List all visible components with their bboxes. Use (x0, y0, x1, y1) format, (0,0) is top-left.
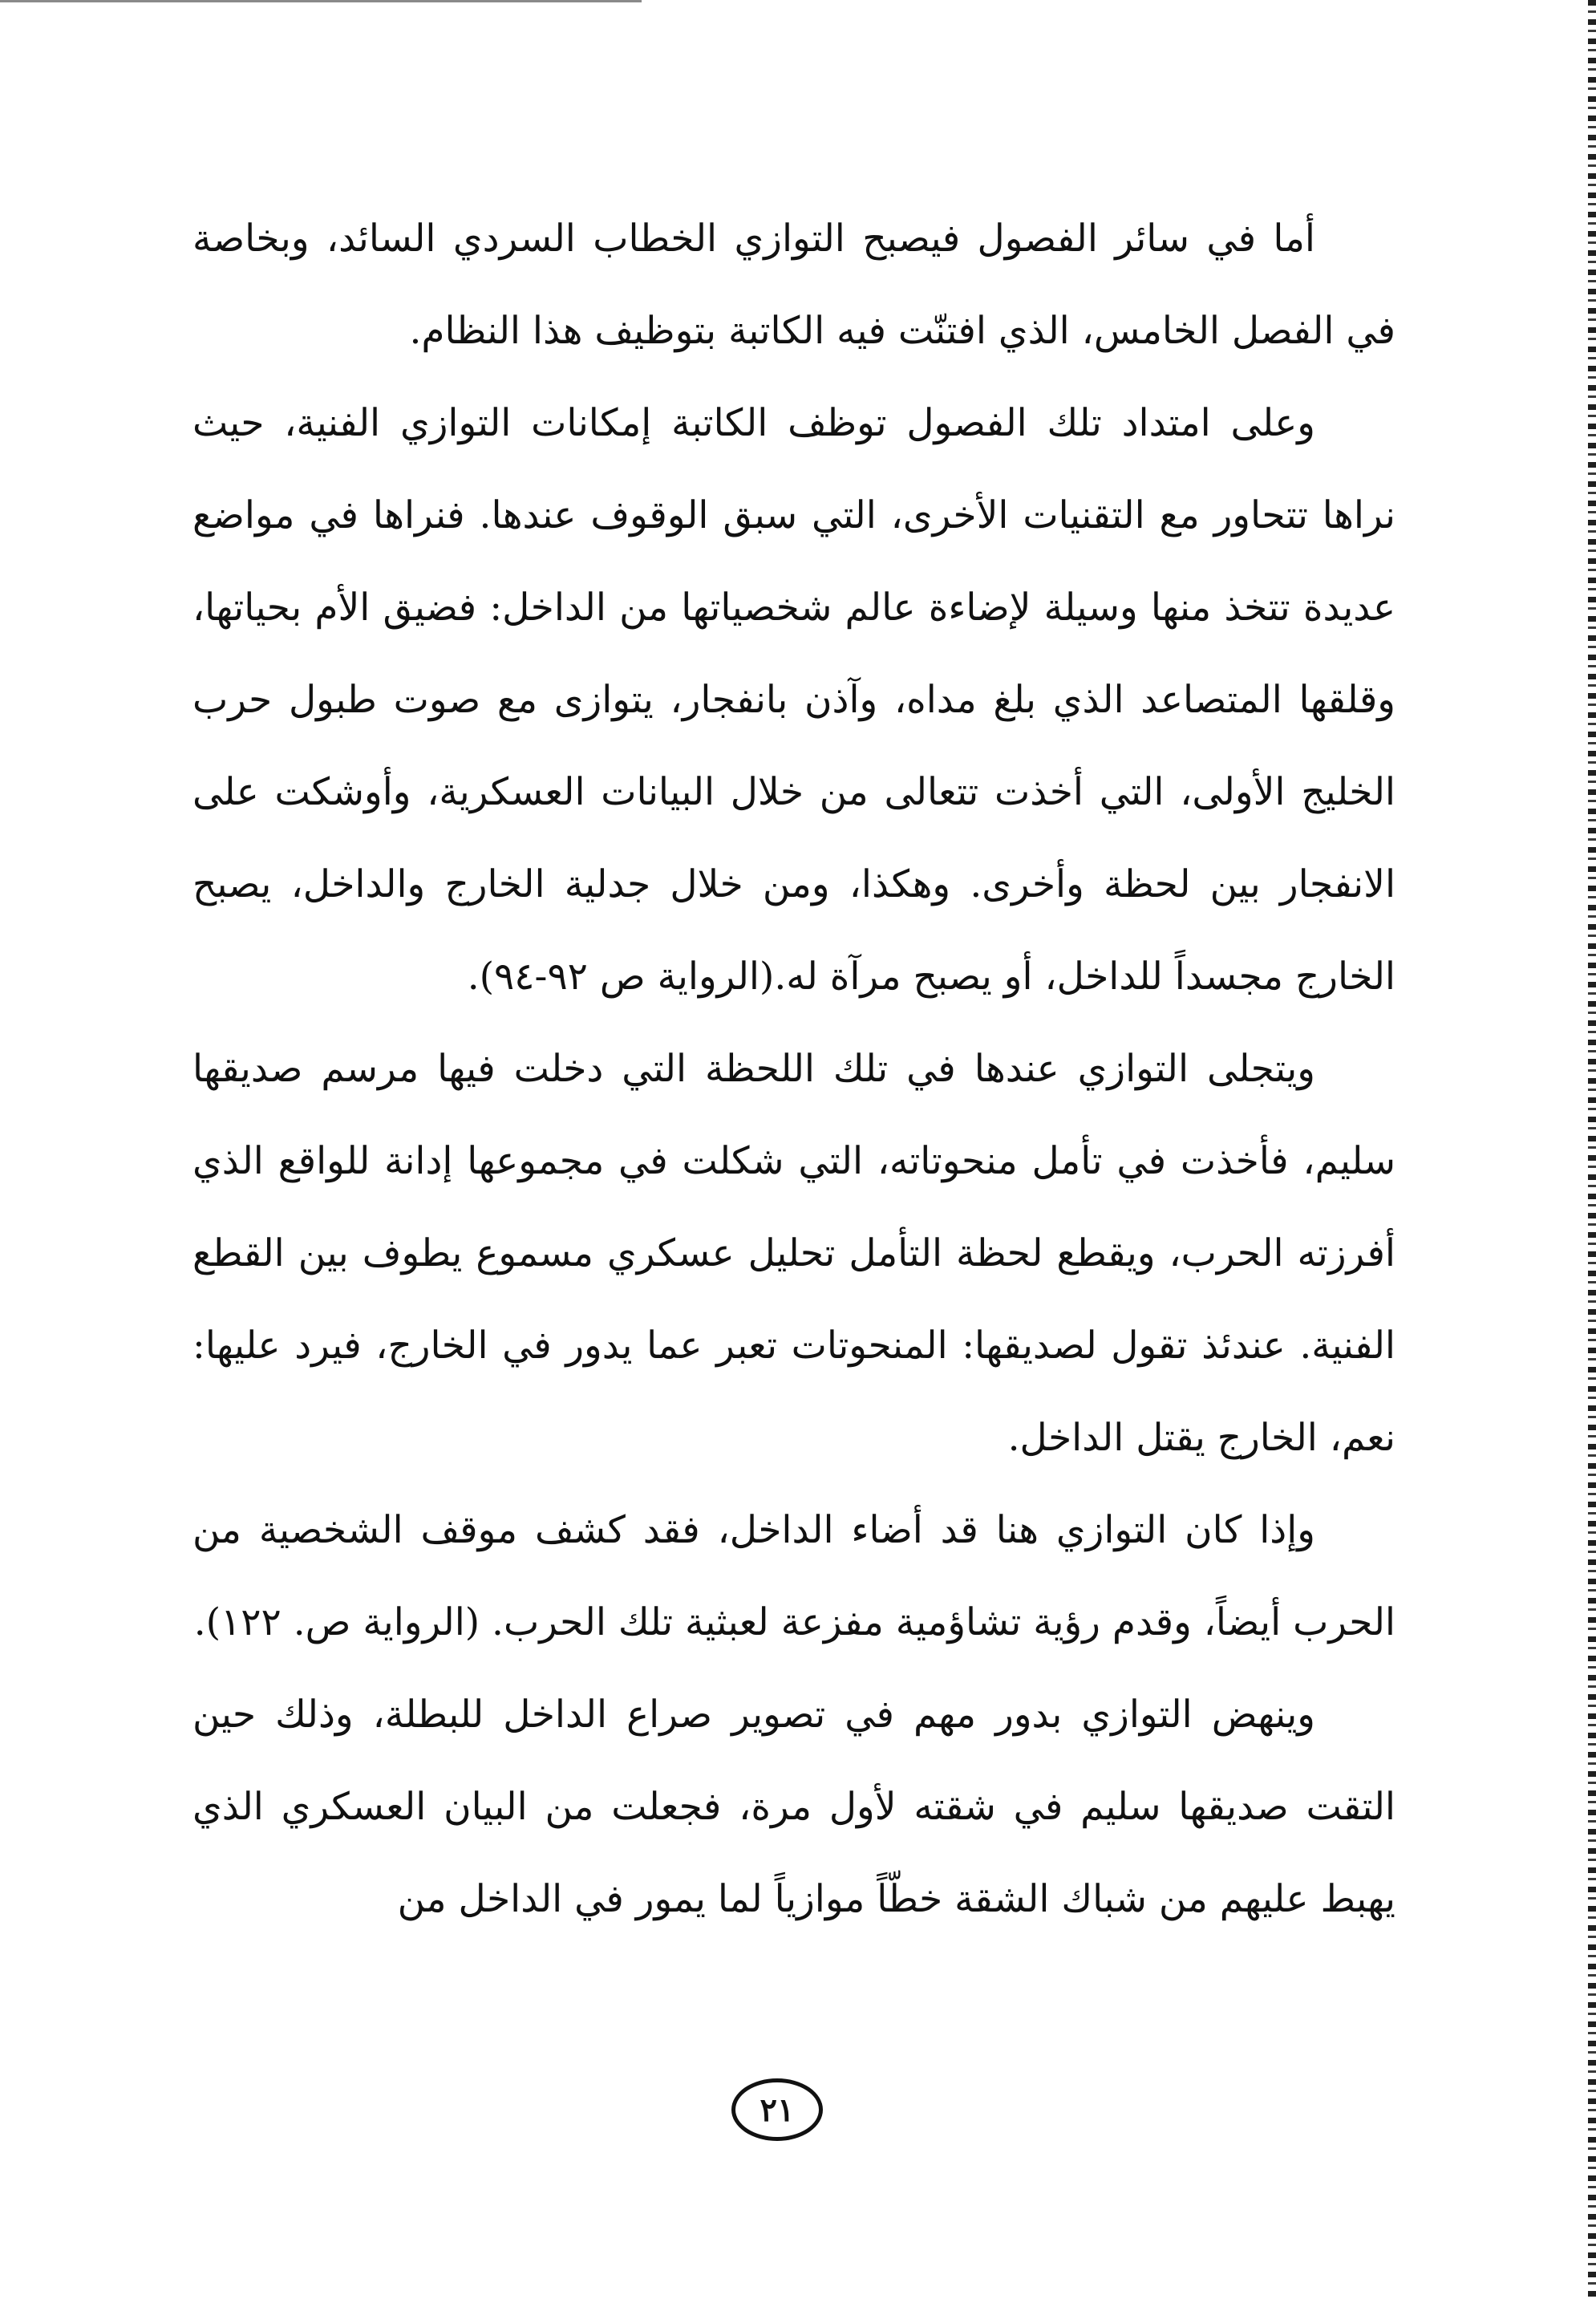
scan-edge-line (0, 0, 642, 2)
paragraph: ويتجلى التوازي عندها في تلك اللحظة التي دخلت فيها مرسم صديقها سليم، فأخذت في تأمل منحوتاته، التي شكلت في مجموعها إدانة للواقع الذي أفرزته الحرب، ويقطع لحظة التأمل تحليل عسكري مسموع يطوف بين القطع الفنية. عندئذ تقول لصديقها: المنحوتات تعبر عما يدور في الخارج، فيرد عليها: نعم، الخارج يقتل الداخل. (192, 1047, 1395, 1460)
torn-page-edge (1588, 0, 1596, 2299)
page-number: ٢١ (731, 2078, 823, 2141)
paragraph: أما في سائر الفصول فيصبح التوازي الخطاب السردي السائد، وبخاصة في الفصل الخامس، الذي افتنّت فيه الكاتبة بتوظيف هذا النظام. (192, 217, 1395, 353)
paragraph: وإذا كان التوازي هنا قد أضاء الداخل، فقد كشف موقف الشخصية من الحرب أيضاً، وقدم رؤية تشاؤمية مفزعة لعبثية تلك الحرب. (الرواية ص. ١٢٢). (192, 1508, 1395, 1644)
paragraph: وعلى امتداد تلك الفصول توظف الكاتبة إمكانات التوازي الفنية، حيث نراها تتحاور مع التقنيات الأخرى، التي سبق الوقوف عندها. فنراها في مواضع عديدة تتخذ منها وسيلة لإضاءة عالم شخصياتها من الداخل: فضيق الأم بحياتها، وقلقها المتصاعد الذي بلغ مداه، وآذن بانفجار، يتوازى مع صوت طبول حرب الخليج الأولى، التي أخذت تتعالى من خلال البيانات العسكرية، وأوشكت على الانفجار بين لحظة وأخرى. وهكذا، ومن خلال جدلية الخارج والداخل، يصبح الخارج مجسداً للداخل، أو يصبح مرآة له.(الرواية ص ٩٢-٩٤). (192, 401, 1395, 999)
body-text (192, 193, 1395, 1945)
paragraph: وينهض التوازي بدور مهم في تصوير صراع الداخل للبطلة، وذلك حين التقت صديقها سليم في شقته لأول مرة، فجعلت من البيان العسكري الذي يهبط عليهم من شباك الشقة خطّاً موازياً لما يمور في الداخل من (192, 1693, 1395, 1921)
